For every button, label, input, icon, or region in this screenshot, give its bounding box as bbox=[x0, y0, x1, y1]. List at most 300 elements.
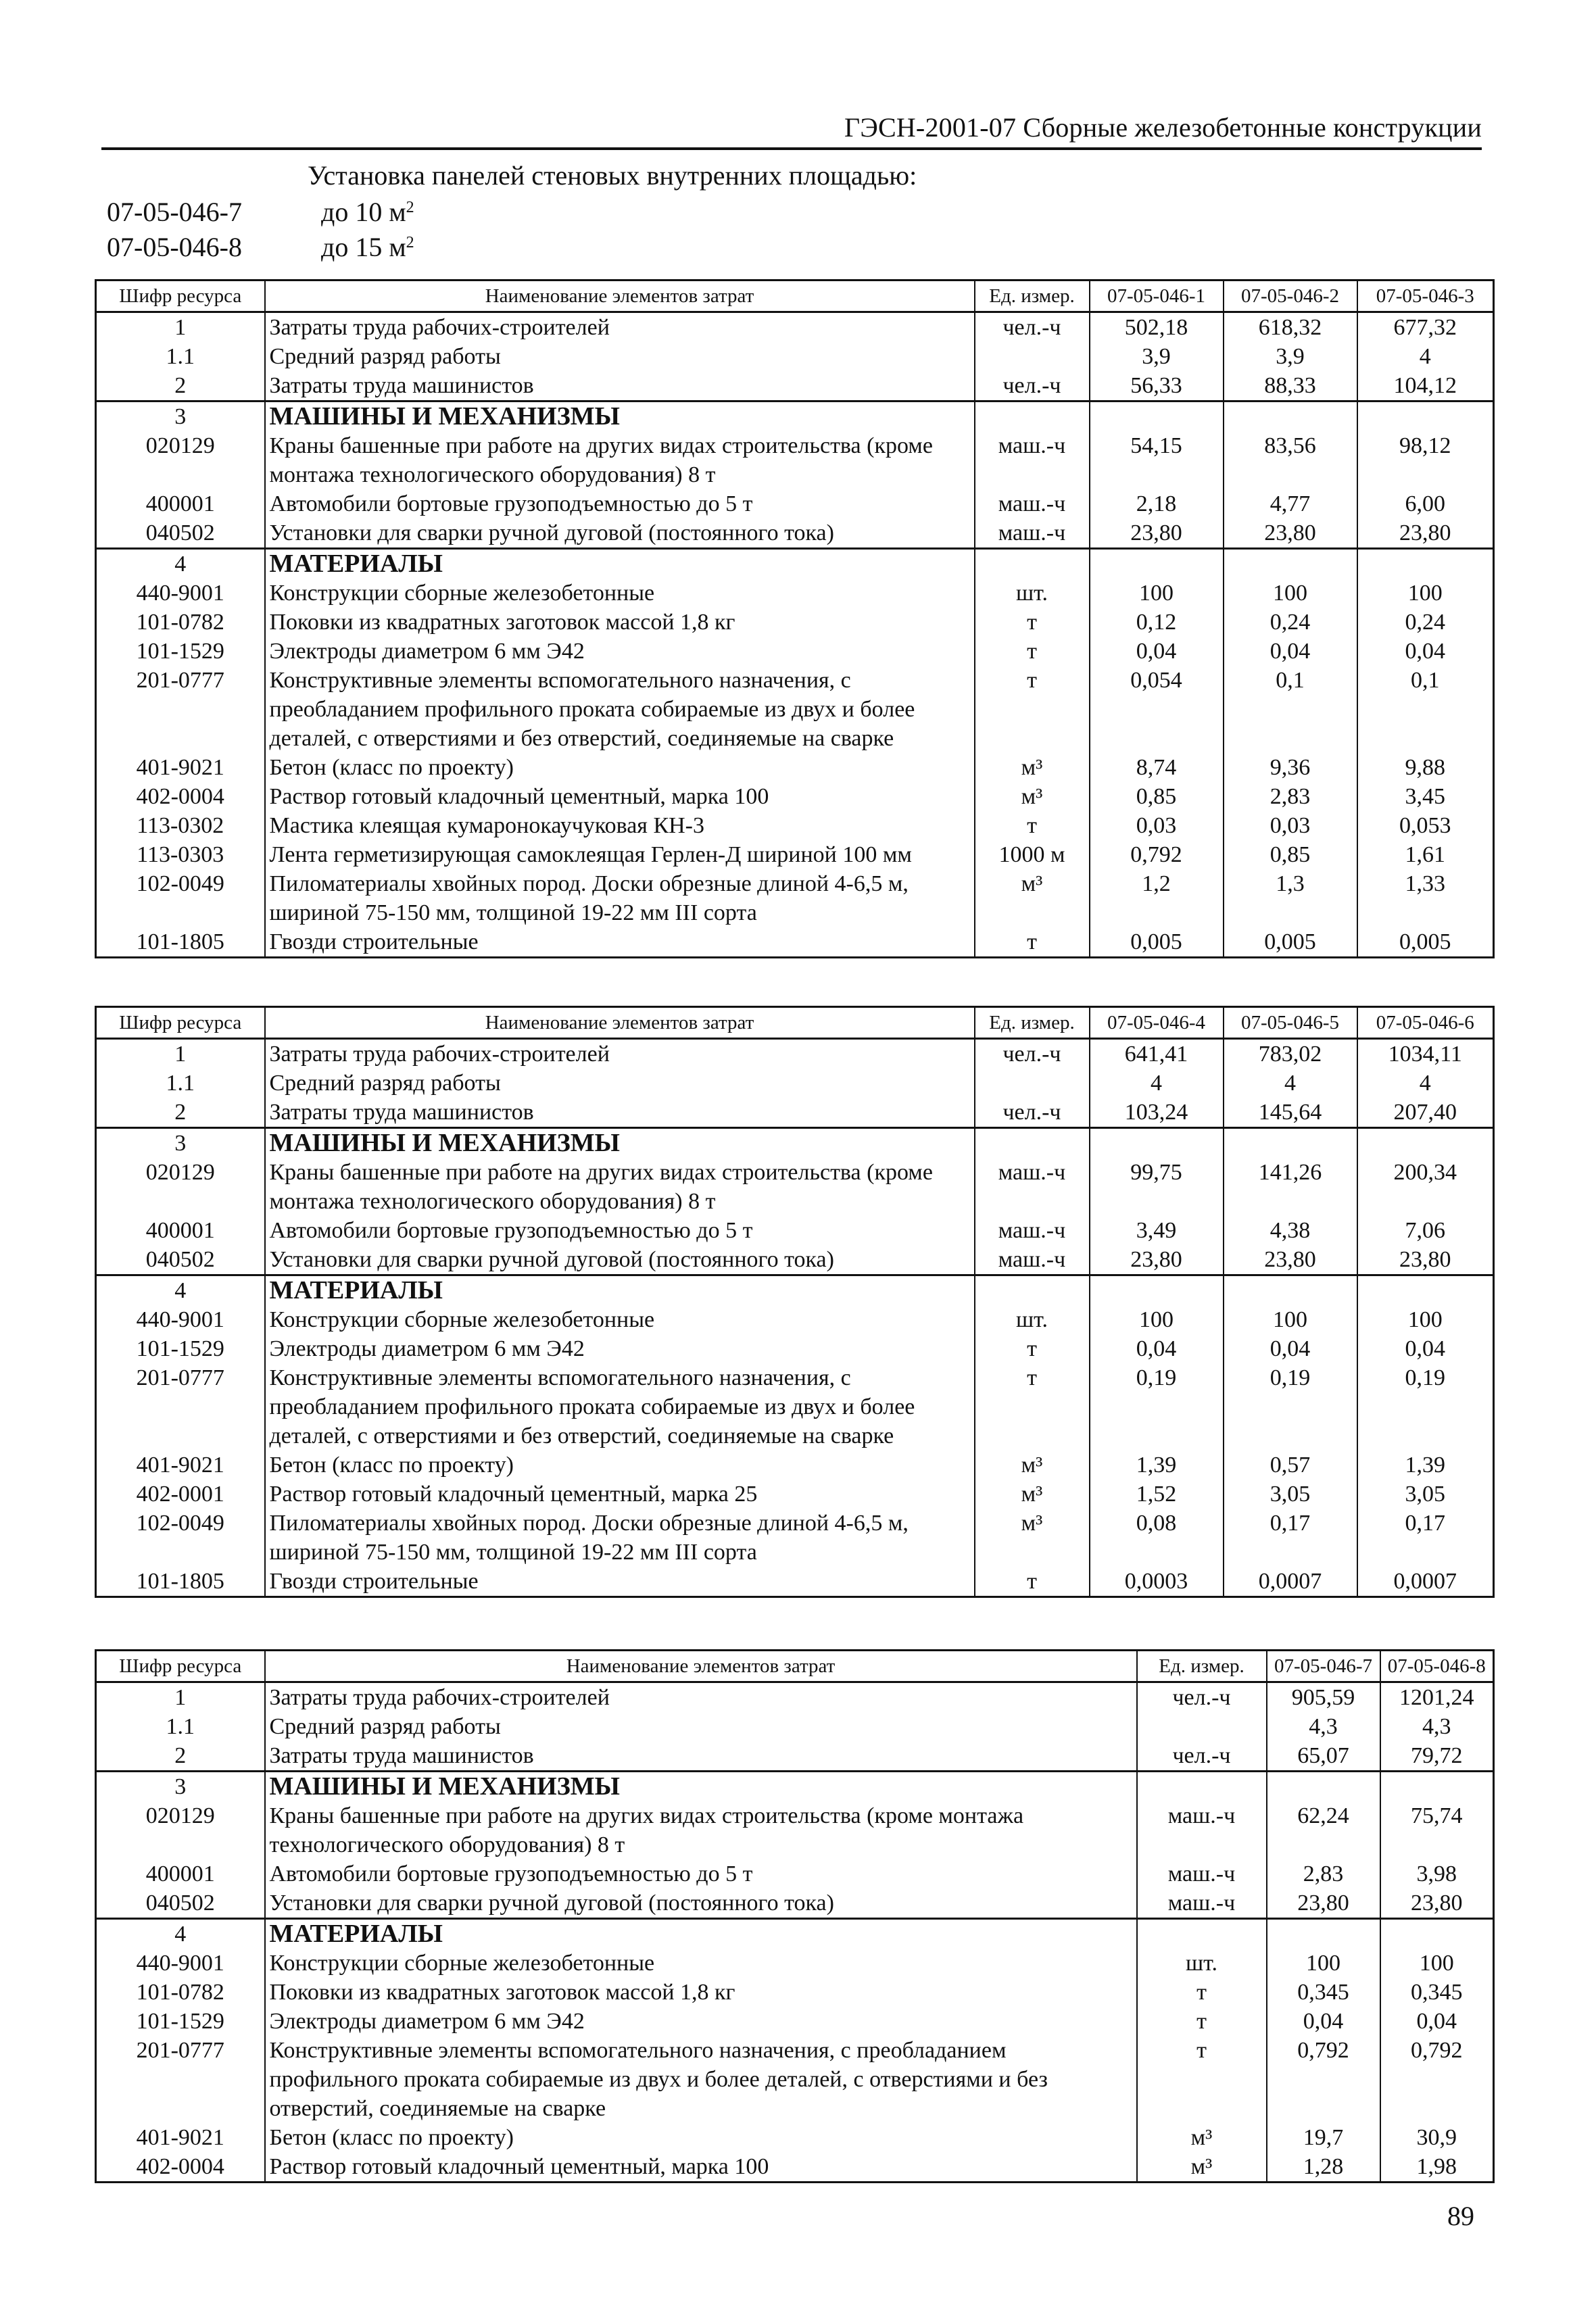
norm-value: 0,24 bbox=[1224, 608, 1357, 637]
unit-of-measure: маш.-ч bbox=[1137, 1859, 1267, 1888]
norm-value: 4,3 bbox=[1267, 1712, 1380, 1741]
norm-value: 0,04 bbox=[1357, 637, 1494, 666]
norm-value: 9,36 bbox=[1224, 753, 1357, 782]
norm-value: 783,02 bbox=[1224, 1039, 1357, 1069]
norm-value: 0,08 bbox=[1090, 1509, 1224, 1567]
norm-value bbox=[1224, 549, 1357, 579]
unit-of-measure: т bbox=[1137, 2007, 1267, 2036]
cost-element-name: Конструктивные элементы вспомогательного назначения, с преобладанием профильного проката собираемые из двух и более деталей, с отверстиями и без отверстий, соединяемые на сварке bbox=[265, 2036, 1137, 2123]
resource-table-3 bbox=[95, 1649, 1495, 2183]
norm-value: 0,345 bbox=[1380, 1978, 1494, 2007]
cost-element-name: Бетон (класс по проекту) bbox=[265, 2123, 1137, 2152]
header-column-code: 07-05-046-3 bbox=[1357, 281, 1494, 312]
intro-caption: Установка панелей стеновых внутренних площадью: bbox=[308, 160, 917, 191]
norm-value: 2,18 bbox=[1090, 489, 1224, 518]
norm-value: 23,80 bbox=[1357, 1245, 1494, 1275]
table-row bbox=[96, 811, 1494, 840]
resource-code: 2 bbox=[96, 1098, 265, 1128]
cost-element-name: Конструктивные элементы вспомогательного назначения, с преобладанием профильного проката собираемые из двух и более деталей, с отверстиями и без отверстий, соединяемые на сварке bbox=[265, 666, 975, 753]
unit-of-measure: т bbox=[1137, 2036, 1267, 2123]
table-row bbox=[96, 579, 1494, 608]
norm-value: 99,75 bbox=[1090, 1158, 1224, 1216]
header-code: Шифр ресурса bbox=[96, 1007, 265, 1039]
resource-code: 440-9001 bbox=[96, 579, 265, 608]
unit-of-measure: м³ bbox=[975, 1509, 1090, 1567]
norm-value bbox=[1380, 1772, 1494, 1802]
cost-element-name: Установки для сварки ручной дуговой (постоянного тока) bbox=[265, 1245, 975, 1275]
norm-value: 141,26 bbox=[1224, 1158, 1357, 1216]
norm-value: 0,0003 bbox=[1090, 1567, 1224, 1597]
unit-of-measure: чел.-ч bbox=[1137, 1682, 1267, 1713]
norm-value: 0,57 bbox=[1224, 1451, 1357, 1480]
cost-element-name: Автомобили бортовые грузоподъемностью до 5 т bbox=[265, 1216, 975, 1245]
cost-element-name: Электроды диаметром 6 мм Э42 bbox=[265, 1334, 975, 1363]
norm-value: 0,19 bbox=[1090, 1363, 1224, 1451]
unit-of-measure: м³ bbox=[1137, 2152, 1267, 2183]
resource-code: 400001 bbox=[96, 1216, 265, 1245]
norm-value: 0,04 bbox=[1267, 2007, 1380, 2036]
unit-of-measure: т bbox=[975, 811, 1090, 840]
cost-element-name: Установки для сварки ручной дуговой (постоянного тока) bbox=[265, 1888, 1137, 1919]
norm-value: 1201,24 bbox=[1380, 1682, 1494, 1713]
resource-code: 201-0777 bbox=[96, 2036, 265, 2123]
norm-value: 1,39 bbox=[1090, 1451, 1224, 1480]
resource-code: 020129 bbox=[96, 431, 265, 489]
unit-of-measure: чел.-ч bbox=[975, 1098, 1090, 1128]
norm-value bbox=[1224, 1275, 1357, 1306]
table-row bbox=[96, 489, 1494, 518]
resource-code: 1.1 bbox=[96, 342, 265, 371]
resource-code: 040502 bbox=[96, 1888, 265, 1919]
norm-value: 1,39 bbox=[1357, 1451, 1494, 1480]
resource-code: 4 bbox=[96, 1919, 265, 1949]
norm-value: 0,0007 bbox=[1224, 1567, 1357, 1597]
resource-code: 101-1529 bbox=[96, 2007, 265, 2036]
norm-value: 0,19 bbox=[1357, 1363, 1494, 1451]
header-column-code: 07-05-046-5 bbox=[1224, 1007, 1357, 1039]
table-row bbox=[96, 1216, 1494, 1245]
resource-code: 2 bbox=[96, 371, 265, 401]
table-row bbox=[96, 1888, 1494, 1919]
resource-code: 400001 bbox=[96, 1859, 265, 1888]
table-row bbox=[96, 840, 1494, 869]
norm-value: 618,32 bbox=[1224, 312, 1357, 343]
norm-value: 0,04 bbox=[1090, 1334, 1224, 1363]
table-row bbox=[96, 666, 1494, 753]
norm-value: 62,24 bbox=[1267, 1801, 1380, 1859]
norm-value: 100 bbox=[1090, 1305, 1224, 1334]
norm-value: 100 bbox=[1267, 1949, 1380, 1978]
norm-value bbox=[1090, 1128, 1224, 1159]
norm-value: 4,77 bbox=[1224, 489, 1357, 518]
unit-of-measure: шт. bbox=[975, 579, 1090, 608]
norm-value: 23,80 bbox=[1090, 1245, 1224, 1275]
table-row bbox=[96, 1069, 1494, 1098]
cost-element-name: Пиломатериалы хвойных пород. Доски обрезные длиной 4-6,5 м, шириной 75-150 мм, толщиной 19-22 мм III сорта bbox=[265, 869, 975, 927]
table-header-row bbox=[96, 1007, 1494, 1039]
table-row bbox=[96, 1098, 1494, 1128]
norm-value: 23,80 bbox=[1224, 1245, 1357, 1275]
resource-code: 040502 bbox=[96, 1245, 265, 1275]
resource-code: 101-0782 bbox=[96, 608, 265, 637]
norm-value: 104,12 bbox=[1357, 371, 1494, 401]
cost-element-name: Гвозди строительные bbox=[265, 1567, 975, 1597]
norm-value: 3,05 bbox=[1357, 1480, 1494, 1509]
norm-value: 905,59 bbox=[1267, 1682, 1380, 1713]
norm-value: 0,17 bbox=[1357, 1509, 1494, 1567]
norm-value bbox=[1267, 1919, 1380, 1949]
resource-code: 201-0777 bbox=[96, 666, 265, 753]
table-row bbox=[96, 342, 1494, 371]
unit-of-measure: чел.-ч bbox=[975, 312, 1090, 343]
unit-of-measure: т bbox=[975, 666, 1090, 753]
norm-value: 0,054 bbox=[1090, 666, 1224, 753]
norm-value bbox=[1380, 1919, 1494, 1949]
cost-element-name: Конструкции сборные железобетонные bbox=[265, 579, 975, 608]
intro-code: 07-05-046-8 bbox=[107, 232, 242, 262]
table-row bbox=[96, 1772, 1494, 1802]
norm-value: 1,28 bbox=[1267, 2152, 1380, 2183]
unit-of-measure bbox=[975, 1275, 1090, 1306]
norm-value: 3,98 bbox=[1380, 1859, 1494, 1888]
table-row bbox=[96, 431, 1494, 489]
header-name: Наименование элементов затрат bbox=[265, 1007, 975, 1039]
cost-element-name: Раствор готовый кладочный цементный, марка 25 bbox=[265, 1480, 975, 1509]
unit-of-measure: т bbox=[975, 637, 1090, 666]
unit-of-measure bbox=[975, 1128, 1090, 1159]
norm-value: 0,85 bbox=[1224, 840, 1357, 869]
resource-code: 101-1529 bbox=[96, 637, 265, 666]
cost-element-name: МАШИНЫ И МЕХАНИЗМЫ bbox=[265, 401, 975, 432]
cost-element-name: Затраты труда машинистов bbox=[265, 1741, 1137, 1772]
table-row bbox=[96, 1245, 1494, 1275]
norm-value: 4 bbox=[1224, 1069, 1357, 1098]
resource-code: 101-1805 bbox=[96, 927, 265, 958]
norm-value bbox=[1357, 401, 1494, 432]
norm-value: 103,24 bbox=[1090, 1098, 1224, 1128]
resource-code: 2 bbox=[96, 1741, 265, 1772]
page-header bbox=[101, 108, 1482, 150]
norm-value bbox=[1090, 401, 1224, 432]
norm-value: 145,64 bbox=[1224, 1098, 1357, 1128]
resource-code: 020129 bbox=[96, 1158, 265, 1216]
norm-value: 3,49 bbox=[1090, 1216, 1224, 1245]
unit-of-measure: маш.-ч bbox=[975, 431, 1090, 489]
resource-code: 440-9001 bbox=[96, 1949, 265, 1978]
unit-of-measure: м³ bbox=[975, 1480, 1090, 1509]
unit-of-measure bbox=[1137, 1712, 1267, 1741]
norm-value: 30,9 bbox=[1380, 2123, 1494, 2152]
resource-code: 401-9021 bbox=[96, 1451, 265, 1480]
norm-value: 1,61 bbox=[1357, 840, 1494, 869]
intro-value: до 15 $м^2$ bbox=[321, 232, 414, 262]
norm-value: 100 bbox=[1380, 1949, 1494, 1978]
norm-value: 4,38 bbox=[1224, 1216, 1357, 1245]
resource-code: 201-0777 bbox=[96, 1363, 265, 1451]
resource-code: 040502 bbox=[96, 518, 265, 549]
cost-element-name: Бетон (класс по проекту) bbox=[265, 753, 975, 782]
unit-of-measure: шт. bbox=[975, 1305, 1090, 1334]
resource-code: 401-9021 bbox=[96, 753, 265, 782]
cost-element-name: Затраты труда рабочих-строителей bbox=[265, 312, 975, 343]
norm-value: 207,40 bbox=[1357, 1098, 1494, 1128]
unit-of-measure bbox=[975, 549, 1090, 579]
norm-value: 1,52 bbox=[1090, 1480, 1224, 1509]
norm-value: 56,33 bbox=[1090, 371, 1224, 401]
norm-value: 8,74 bbox=[1090, 753, 1224, 782]
cost-element-name: МАТЕРИАЛЫ bbox=[265, 1919, 1137, 1949]
norm-value: 0,005 bbox=[1357, 927, 1494, 958]
norm-value: 1,33 bbox=[1357, 869, 1494, 927]
table-row bbox=[96, 608, 1494, 637]
unit-of-measure: 1000 м bbox=[975, 840, 1090, 869]
cost-element-name: Лента герметизирующая самоклеящая Герлен-Д шириной 100 мм bbox=[265, 840, 975, 869]
norm-value: 0,0007 bbox=[1357, 1567, 1494, 1597]
table-row bbox=[96, 1567, 1494, 1597]
cost-element-name: Раствор готовый кладочный цементный, марка 100 bbox=[265, 2152, 1137, 2183]
table-row bbox=[96, 637, 1494, 666]
table-row bbox=[96, 2036, 1494, 2123]
resource-code: 1 bbox=[96, 312, 265, 343]
cost-element-name: Поковки из квадратных заготовок массой 1,8 кг bbox=[265, 1978, 1137, 2007]
norm-value: 0,19 bbox=[1224, 1363, 1357, 1451]
unit-of-measure: т bbox=[975, 927, 1090, 958]
cost-element-name: Бетон (класс по проекту) bbox=[265, 1451, 975, 1480]
norm-value: 1,3 bbox=[1224, 869, 1357, 927]
norm-value: 0,1 bbox=[1357, 666, 1494, 753]
resource-code: 401-9021 bbox=[96, 2123, 265, 2152]
page-number: 89 bbox=[1447, 2201, 1474, 2231]
resource-code: 402-0001 bbox=[96, 1480, 265, 1509]
resource-code: 3 bbox=[96, 1772, 265, 1802]
unit-of-measure: м³ bbox=[975, 869, 1090, 927]
table-row bbox=[96, 2152, 1494, 2183]
table-row bbox=[96, 2123, 1494, 2152]
unit-of-measure bbox=[1137, 1772, 1267, 1802]
norm-value: 0,03 bbox=[1090, 811, 1224, 840]
norm-value: 0,345 bbox=[1267, 1978, 1380, 2007]
norm-value bbox=[1267, 1772, 1380, 1802]
norm-value: 100 bbox=[1224, 579, 1357, 608]
unit-of-measure: маш.-ч bbox=[975, 1216, 1090, 1245]
table-row bbox=[96, 1509, 1494, 1567]
table-row bbox=[96, 1158, 1494, 1216]
table-row bbox=[96, 1128, 1494, 1159]
header-column-code: 07-05-046-4 bbox=[1090, 1007, 1224, 1039]
table-row bbox=[96, 869, 1494, 927]
norm-value: 100 bbox=[1224, 1305, 1357, 1334]
unit-of-measure: чел.-ч bbox=[975, 371, 1090, 401]
resource-code: 1.1 bbox=[96, 1712, 265, 1741]
norm-value: 3,9 bbox=[1224, 342, 1357, 371]
unit-of-measure: т bbox=[975, 1567, 1090, 1597]
cost-element-name: Электроды диаметром 6 мм Э42 bbox=[265, 2007, 1137, 2036]
document-title: ГЭСН-2001-07 Сборные железобетонные конструкции bbox=[844, 112, 1482, 143]
unit-of-measure: маш.-ч bbox=[975, 489, 1090, 518]
norm-value: 641,41 bbox=[1090, 1039, 1224, 1069]
norm-value: 6,00 bbox=[1357, 489, 1494, 518]
table-row bbox=[96, 518, 1494, 549]
table-row bbox=[96, 927, 1494, 958]
unit-of-measure: м³ bbox=[975, 1451, 1090, 1480]
unit-of-measure bbox=[975, 342, 1090, 371]
norm-value: 23,80 bbox=[1357, 518, 1494, 549]
unit-of-measure: м³ bbox=[1137, 2123, 1267, 2152]
norm-value: 23,80 bbox=[1267, 1888, 1380, 1919]
norm-value: 4 bbox=[1357, 342, 1494, 371]
cost-element-name: Затраты труда машинистов bbox=[265, 371, 975, 401]
norm-value: 3,05 bbox=[1224, 1480, 1357, 1509]
unit-of-measure: шт. bbox=[1137, 1949, 1267, 1978]
cost-element-name: Краны башенные при работе на других видах строительства (кроме монтажа технологического оборудования) 8 т bbox=[265, 1158, 975, 1216]
table-row bbox=[96, 312, 1494, 343]
norm-value: 79,72 bbox=[1380, 1741, 1494, 1772]
norm-value: 4 bbox=[1090, 1069, 1224, 1098]
norm-value: 1034,11 bbox=[1357, 1039, 1494, 1069]
unit-of-measure: м³ bbox=[975, 782, 1090, 811]
table-row bbox=[96, 401, 1494, 432]
header-name: Наименование элементов затрат bbox=[265, 281, 975, 312]
norm-value: 502,18 bbox=[1090, 312, 1224, 343]
norm-value: 3,9 bbox=[1090, 342, 1224, 371]
norm-value: 23,80 bbox=[1224, 518, 1357, 549]
unit-of-measure bbox=[1137, 1919, 1267, 1949]
resource-code: 1.1 bbox=[96, 1069, 265, 1098]
unit-of-measure: т bbox=[975, 1363, 1090, 1451]
cost-element-name: Установки для сварки ручной дуговой (постоянного тока) bbox=[265, 518, 975, 549]
unit-of-measure: чел.-ч bbox=[975, 1039, 1090, 1069]
norm-value bbox=[1224, 1128, 1357, 1159]
cost-element-name: Гвозди строительные bbox=[265, 927, 975, 958]
norm-value: 0,053 bbox=[1357, 811, 1494, 840]
norm-value: 3,45 bbox=[1357, 782, 1494, 811]
norm-value: 0,005 bbox=[1090, 927, 1224, 958]
cost-element-name: Автомобили бортовые грузоподъемностью до 5 т bbox=[265, 489, 975, 518]
norm-value: 200,34 bbox=[1357, 1158, 1494, 1216]
table-row bbox=[96, 1363, 1494, 1451]
norm-value: 9,88 bbox=[1357, 753, 1494, 782]
header-unit: Ед. измер. bbox=[975, 1007, 1090, 1039]
unit-of-measure: маш.-ч bbox=[975, 1245, 1090, 1275]
header-column-code: 07-05-046-6 bbox=[1357, 1007, 1494, 1039]
unit-of-measure: т bbox=[975, 1334, 1090, 1363]
cost-element-name: Затраты труда рабочих-строителей bbox=[265, 1039, 975, 1069]
norm-value: 100 bbox=[1357, 579, 1494, 608]
table-row bbox=[96, 782, 1494, 811]
norm-value: 4,3 bbox=[1380, 1712, 1494, 1741]
table-row bbox=[96, 1919, 1494, 1949]
cost-element-name: Средний разряд работы bbox=[265, 1069, 975, 1098]
norm-value: 100 bbox=[1090, 579, 1224, 608]
resource-code: 113-0303 bbox=[96, 840, 265, 869]
header-column-code: 07-05-046-8 bbox=[1380, 1651, 1494, 1682]
resource-code: 4 bbox=[96, 1275, 265, 1306]
table-row bbox=[96, 1712, 1494, 1741]
norm-value: 54,15 bbox=[1090, 431, 1224, 489]
norm-value: 0,04 bbox=[1224, 1334, 1357, 1363]
resource-code: 3 bbox=[96, 401, 265, 432]
norm-value: 0,005 bbox=[1224, 927, 1357, 958]
unit-of-measure: т bbox=[1137, 1978, 1267, 2007]
table-row bbox=[96, 2007, 1494, 2036]
norm-value bbox=[1357, 1275, 1494, 1306]
table-row bbox=[96, 1741, 1494, 1772]
norm-value: 0,04 bbox=[1357, 1334, 1494, 1363]
unit-of-measure bbox=[975, 1069, 1090, 1098]
header-column-code: 07-05-046-2 bbox=[1224, 281, 1357, 312]
cost-element-name: Поковки из квадратных заготовок массой 1,8 кг bbox=[265, 608, 975, 637]
norm-value bbox=[1090, 1275, 1224, 1306]
header-unit: Ед. измер. bbox=[975, 281, 1090, 312]
norm-value: 0,12 bbox=[1090, 608, 1224, 637]
norm-value: 1,2 bbox=[1090, 869, 1224, 927]
resource-code: 101-1805 bbox=[96, 1567, 265, 1597]
table-row bbox=[96, 1334, 1494, 1363]
unit-of-measure: т bbox=[975, 608, 1090, 637]
cost-element-name: Затраты труда машинистов bbox=[265, 1098, 975, 1128]
cost-element-name: Конструктивные элементы вспомогательного назначения, с преобладанием профильного проката собираемые из двух и более деталей, с отверстиями и без отверстий, соединяемые на сварке bbox=[265, 1363, 975, 1451]
norm-value: 19,7 bbox=[1267, 2123, 1380, 2152]
norm-value: 2,83 bbox=[1267, 1859, 1380, 1888]
header-code: Шифр ресурса bbox=[96, 281, 265, 312]
cost-element-name: МАТЕРИАЛЫ bbox=[265, 1275, 975, 1306]
norm-value: 23,80 bbox=[1090, 518, 1224, 549]
cost-element-name: МАШИНЫ И МЕХАНИЗМЫ bbox=[265, 1128, 975, 1159]
resource-code: 440-9001 bbox=[96, 1305, 265, 1334]
norm-value: 0,792 bbox=[1267, 2036, 1380, 2123]
unit-of-measure: маш.-ч bbox=[975, 518, 1090, 549]
cost-element-name: Автомобили бортовые грузоподъемностью до 5 т bbox=[265, 1859, 1137, 1888]
intro-value: до 10 $м^2$ bbox=[321, 197, 414, 227]
norm-value: 0,04 bbox=[1380, 2007, 1494, 2036]
cost-element-name: Средний разряд работы bbox=[265, 342, 975, 371]
resource-code: 113-0302 bbox=[96, 811, 265, 840]
unit-of-measure: чел.-ч bbox=[1137, 1741, 1267, 1772]
norm-value: 88,33 bbox=[1224, 371, 1357, 401]
cost-element-name: МАШИНЫ И МЕХАНИЗМЫ bbox=[265, 1772, 1137, 1802]
unit-of-measure: маш.-ч bbox=[1137, 1801, 1267, 1859]
cost-element-name: МАТЕРИАЛЫ bbox=[265, 549, 975, 579]
header-name: Наименование элементов затрат bbox=[265, 1651, 1137, 1682]
norm-value: 4 bbox=[1357, 1069, 1494, 1098]
norm-value: 100 bbox=[1357, 1305, 1494, 1334]
cost-element-name: Мастика клеящая кумаронокаучуковая КН-3 bbox=[265, 811, 975, 840]
header-unit: Ед. измер. bbox=[1137, 1651, 1267, 1682]
norm-value: 98,12 bbox=[1357, 431, 1494, 489]
cost-element-name: Краны башенные при работе на других видах строительства (кроме монтажа технологического оборудования) 8 т bbox=[265, 1801, 1137, 1859]
resource-code: 101-0782 bbox=[96, 1978, 265, 2007]
norm-value: 2,83 bbox=[1224, 782, 1357, 811]
norm-value bbox=[1090, 549, 1224, 579]
norm-value: 677,32 bbox=[1357, 312, 1494, 343]
cost-element-name: Конструкции сборные железобетонные bbox=[265, 1305, 975, 1334]
resource-code: 101-1529 bbox=[96, 1334, 265, 1363]
table-row bbox=[96, 1859, 1494, 1888]
unit-of-measure bbox=[975, 401, 1090, 432]
cost-element-name: Раствор готовый кладочный цементный, марка 100 bbox=[265, 782, 975, 811]
resource-code: 1 bbox=[96, 1039, 265, 1069]
norm-value: 0,04 bbox=[1090, 637, 1224, 666]
table-row bbox=[96, 1039, 1494, 1069]
table-row bbox=[96, 1949, 1494, 1978]
norm-value: 0,17 bbox=[1224, 1509, 1357, 1567]
norm-value: 65,07 bbox=[1267, 1741, 1380, 1772]
table-row bbox=[96, 1275, 1494, 1306]
resource-code: 102-0049 bbox=[96, 1509, 265, 1567]
norm-value: 0,792 bbox=[1090, 840, 1224, 869]
norm-value: 0,792 bbox=[1380, 2036, 1494, 2123]
norm-value: 7,06 bbox=[1357, 1216, 1494, 1245]
